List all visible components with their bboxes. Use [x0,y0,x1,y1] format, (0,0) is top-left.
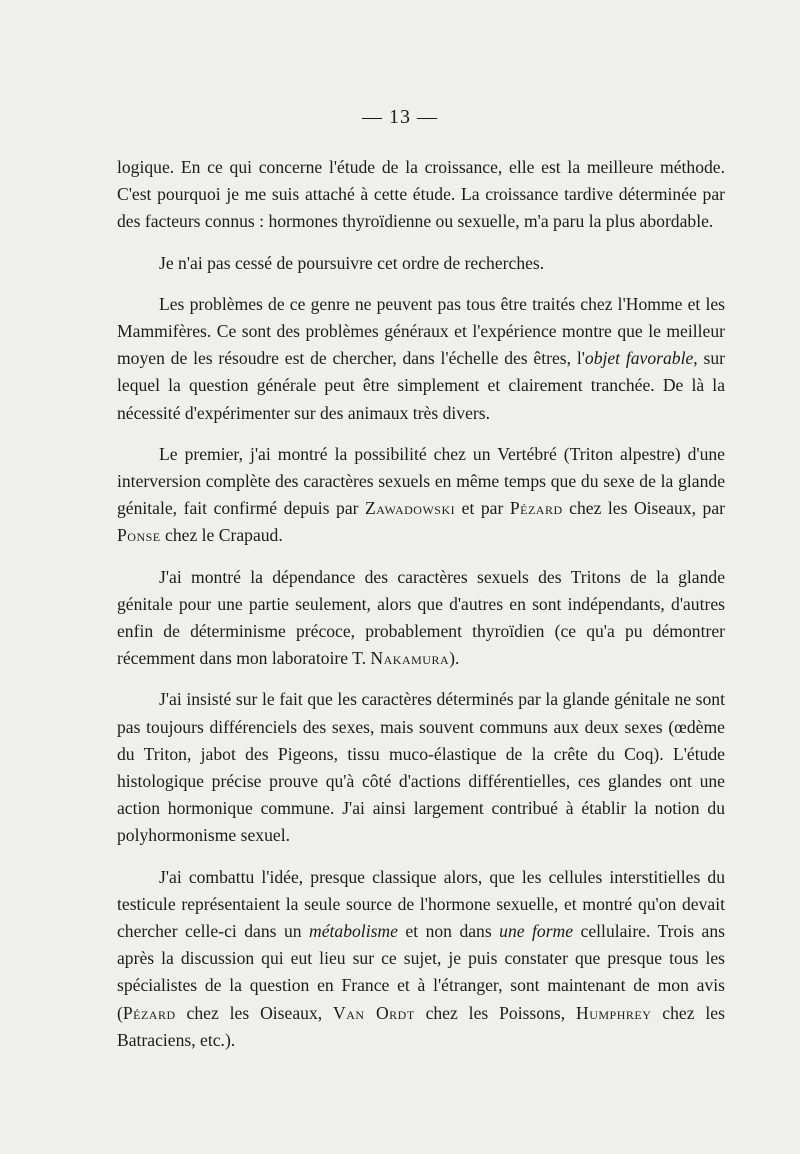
text-run: logique. En ce qui concerne l'étude de la croissance, elle est la meilleure méthode. C'est pourquoi je me suis attaché à cette étude. La croissance tardive déterminée par des facteurs connus : hormones thyroïdienne ou sexuelle, m'a paru la plus abordable. [117,157,725,232]
text-run: chez les Batraciens, etc.). [117,1002,725,1050]
text-run: Je n'ai pas cessé de poursuivre cet ordre de recherches. [159,252,545,273]
author-name: Zawadowski [365,498,456,519]
paragraph [117,291,725,427]
text-run: et non dans [397,921,500,942]
text-run: chez les Poissons, [414,1002,577,1023]
text-run: , sur lequel la question générale peut être simplement et clairement tranchée. De là la nécessité d'expérimenter sur des animaux très divers. [117,348,725,423]
text-run: J'ai combattu l'idée, presque classique alors, que les cellules interstitielles du testicule représentaient la seule source de l'hormone sexuelle, et montré qu'on devait chercher celle-ci dans un [117,866,725,942]
text-run: Le premier, j'ai montré la possibilité chez un Vertébré (Triton alpestre) d'une interversion complète des caractères sexuels en même temps que du sexe de la glande génitale, fait confirmé depuis par [117,443,725,519]
text-run: J'ai montré la dépendance des caractères sexuels des Tritons de la glande génitale pour une partie seulement, alors que d'autres en sont indépendants, d'autres enfin de déterminisme précoce, probablement thyroïdien (ce qu'a pu démontrer récemment dans mon laboratoire T. [117,566,725,669]
text-run: cellulaire. Trois ans après la discussion qui eut lieu sur ce sujet, je puis constater que presque tous les spécialistes de la question en France et à l'étranger, sont maintenant de mon avis ( [117,921,725,1023]
text-run: chez le Crapaud. [160,525,283,546]
paragraph [117,564,725,673]
page-number: — 13 — [362,106,438,128]
paragraph [117,441,725,550]
paragraph [117,686,725,849]
emphasis-text: métabolisme [309,921,398,942]
text-run: et par [455,498,510,519]
paragraph [117,250,725,277]
paragraph [117,864,725,1054]
text-run: Les problèmes de ce genre ne peuvent pas tous être traités chez l'Homme et les Mammifères. Ce sont des problèmes généraux et l'expérience montre que le meilleur moyen de les résoudre est de chercher, dans l'échelle des êtres, l' [117,293,725,369]
author-name: Ponse [117,525,161,546]
author-name: Humphrey [576,1002,652,1023]
body-text [117,154,725,1068]
emphasis-text: objet favorable [584,348,694,369]
text-run: J'ai insisté sur le fait que les caractères déterminés par la glande génitale ne sont pas toujours différenciels des sexes, mais souvent communs aux deux sexes (œdème du Triton, jabot des Pigeons, tissu muco-élastique de la crête du Coq). L'étude histologique précise prouve qu'à côté d'actions différentielles, ces glandes ont une action hormonique commune. J'ai ainsi largement contribué à établir la notion du polyhormonisme sexuel. [117,689,725,846]
author-name: Nakamura [370,648,450,669]
author-name: Pézard [509,498,563,519]
paragraph [117,154,725,236]
text-run: chez les Oiseaux, [175,1002,334,1023]
text-run: ). [449,648,460,669]
emphasis-text: une forme [499,921,574,942]
text-run: chez les Oiseaux, par [562,498,725,519]
author-name: Pézard [122,1002,176,1023]
author-name: Van Ordt [333,1002,415,1023]
